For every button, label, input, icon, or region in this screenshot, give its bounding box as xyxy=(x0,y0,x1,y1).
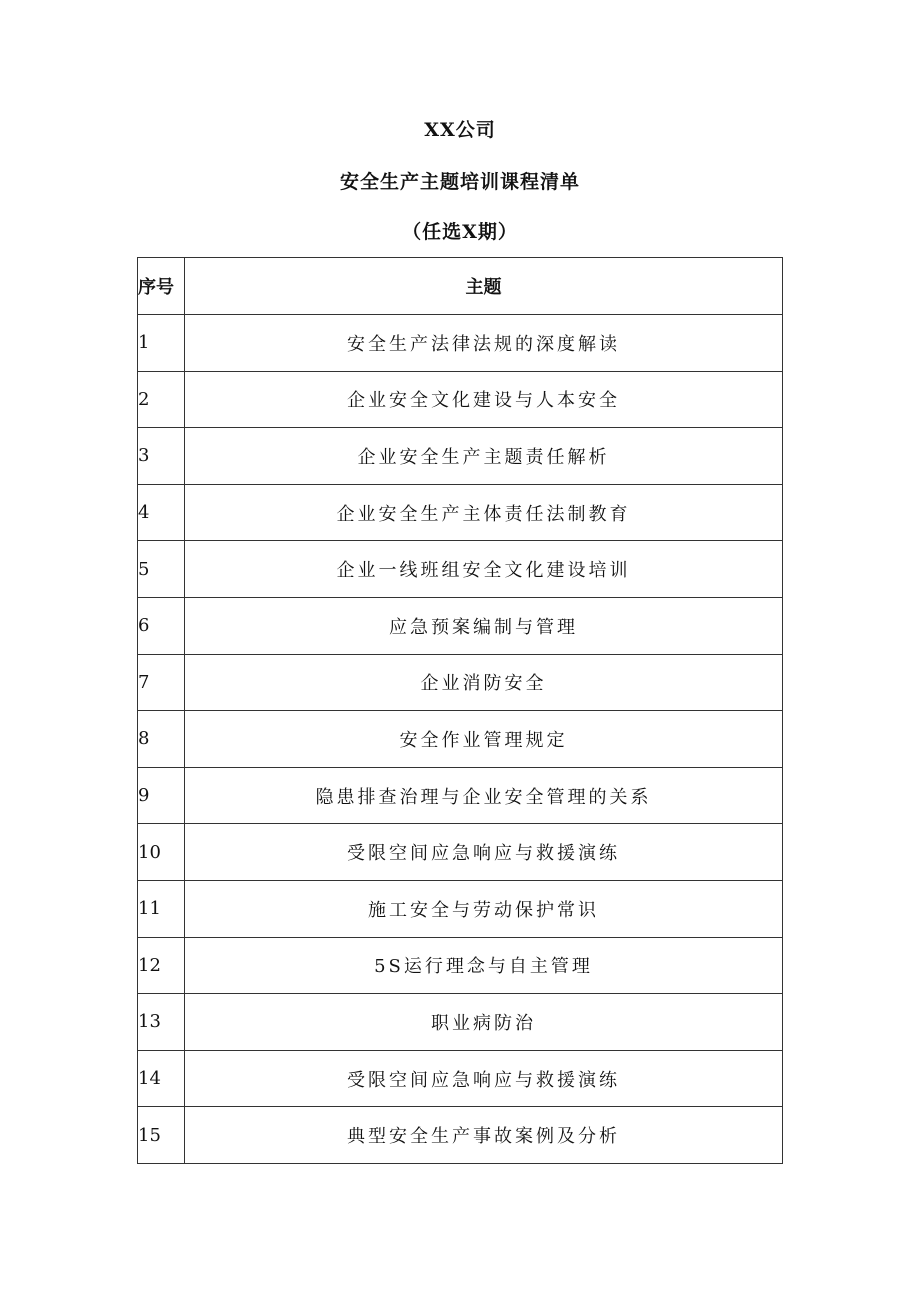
row-number: 12 xyxy=(138,937,185,994)
company-name: XX公司 xyxy=(424,119,496,141)
table-row xyxy=(138,1107,783,1164)
row-topic: 隐患排查治理与企业安全管理的关系 xyxy=(185,767,783,824)
row-number: 2 xyxy=(138,371,185,428)
row-number: 10 xyxy=(138,824,185,881)
table-row xyxy=(138,654,783,711)
row-topic: 企业一线班组安全文化建设培训 xyxy=(185,541,783,598)
document-title: 安全生产主题培训课程清单 xyxy=(339,171,580,193)
row-topic: 施工安全与劳动保护常识 xyxy=(185,880,783,937)
table-row xyxy=(138,541,783,598)
row-number: 3 xyxy=(138,428,185,485)
row-topic: 受限空间应急响应与救援演练 xyxy=(185,824,783,881)
row-number: 1 xyxy=(138,315,185,372)
table-row xyxy=(138,315,783,372)
row-topic: 受限空间应急响应与救援演练 xyxy=(185,1050,783,1107)
row-topic: 应急预案编制与管理 xyxy=(185,597,783,654)
table-row xyxy=(138,937,783,994)
table-row xyxy=(138,484,783,541)
row-number: 5 xyxy=(138,541,185,598)
row-number: 13 xyxy=(138,994,185,1051)
table-row xyxy=(138,767,783,824)
row-number: 8 xyxy=(138,711,185,768)
row-topic: 职业病防治 xyxy=(185,994,783,1051)
table-row xyxy=(138,994,783,1051)
table-row xyxy=(138,1050,783,1107)
row-number: 7 xyxy=(138,654,185,711)
row-number: 4 xyxy=(138,484,185,541)
table-row xyxy=(138,711,783,768)
course-table xyxy=(137,257,783,1164)
document-subtitle: （任选X期） xyxy=(402,221,518,243)
row-topic: 企业安全生产主体责任法制教育 xyxy=(185,484,783,541)
table-row xyxy=(138,880,783,937)
row-number: 6 xyxy=(138,597,185,654)
table-row xyxy=(138,371,783,428)
row-number: 14 xyxy=(138,1050,185,1107)
row-number: 9 xyxy=(138,767,185,824)
row-topic: 5S运行理念与自主管理 xyxy=(185,937,783,994)
row-topic: 安全生产法律法规的深度解读 xyxy=(185,315,783,372)
header-number: 序号 xyxy=(138,258,185,315)
table-row xyxy=(138,824,783,881)
row-number: 15 xyxy=(138,1107,185,1164)
header-topic: 主题 xyxy=(185,258,783,315)
row-topic: 企业消防安全 xyxy=(185,654,783,711)
row-topic: 企业安全生产主题责任解析 xyxy=(185,428,783,485)
row-number: 11 xyxy=(138,880,185,937)
row-topic: 企业安全文化建设与人本安全 xyxy=(185,371,783,428)
row-topic: 典型安全生产事故案例及分析 xyxy=(185,1107,783,1164)
table-header-row xyxy=(138,258,783,315)
row-topic: 安全作业管理规定 xyxy=(185,711,783,768)
table-row xyxy=(138,597,783,654)
table-row xyxy=(138,428,783,485)
